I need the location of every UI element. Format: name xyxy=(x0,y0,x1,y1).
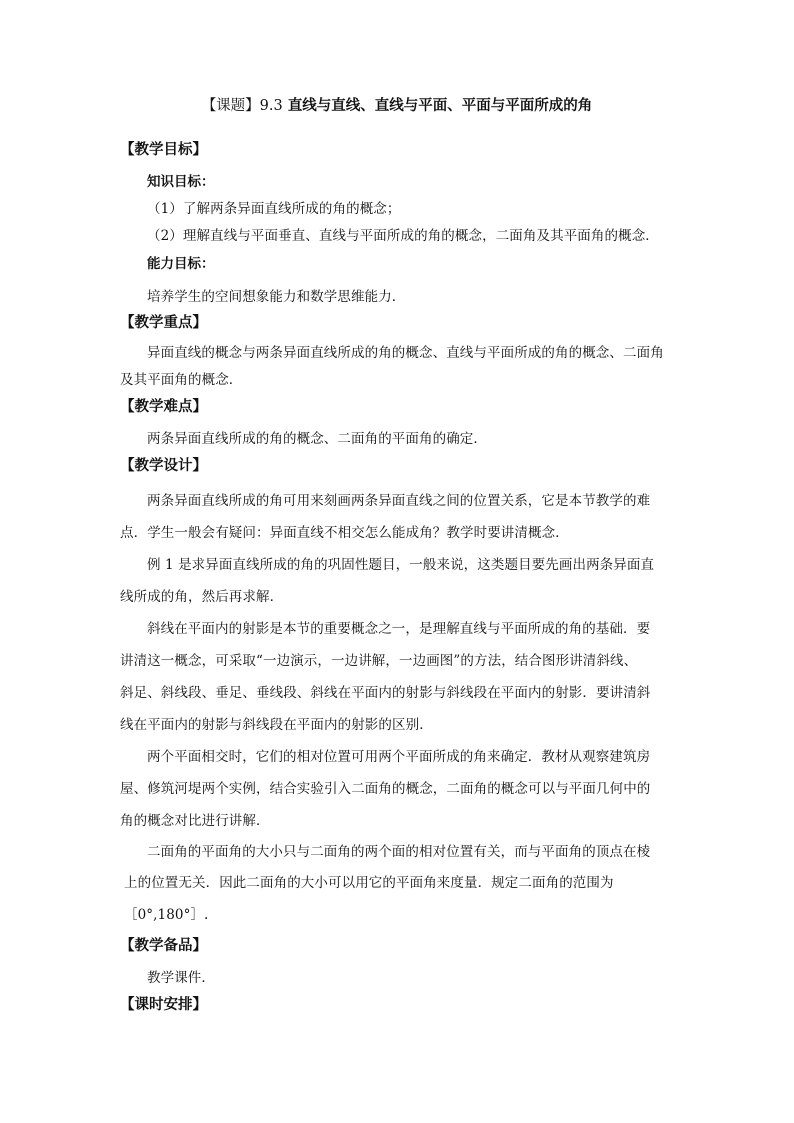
design-p4-line-2: 屋、修筑河堤两个实例，结合实验引入二面角的概念，二面角的概念可以与平面几何中的 xyxy=(120,781,651,797)
section-heading-key-points: 【教学重点】 xyxy=(120,314,207,331)
section-heading-schedule: 【课时安排】 xyxy=(120,996,207,1013)
design-p5-line-2: 上的位置无关．因此二面角的大小可以用它的平面角来度量．规定二面角的范围为 xyxy=(124,875,614,891)
design-p3-line-3: 斜足、斜线段、垂足、垂线段、斜线在平面内的射影与斜线段在平面内的射影．要讲清斜 xyxy=(120,685,651,701)
lesson-title xyxy=(0,94,794,115)
lesson-title-prefix: 【课题】9.3 xyxy=(201,98,283,114)
section-heading-difficulties: 【教学难点】 xyxy=(120,398,207,415)
ability-objectives-label: 能力目标： xyxy=(147,256,215,272)
section-heading-materials: 【教学备品】 xyxy=(120,937,207,954)
knowledge-objectives-label: 知识目标： xyxy=(147,174,215,190)
section-heading-design: 【教学设计】 xyxy=(120,457,207,474)
design-p5-line-1: 二面角的平面角的大小只与二面角的两个面的相对位置有关，而与平面角的顶点在棱 xyxy=(147,844,651,860)
design-p2-line-1: 例 1 是求异面直线所成的角的巩固性题目，一般来说，这类题目要先画出两条异面直 xyxy=(147,557,655,573)
difficulties-text: 两条异面直线所成的角的概念、二面角的平面角的确定． xyxy=(147,431,487,447)
section-heading-objectives: 【教学目标】 xyxy=(120,141,207,158)
design-p5-line-3: ［0°,180°］. xyxy=(124,907,209,923)
design-p1-line-1: 两条异面直线所成的角可用来刻画两条异面直线之间的位置关系，它是本节教学的难 xyxy=(147,493,651,509)
key-points-line-1: 异面直线的概念与两条异面直线所成的角的概念、直线与平面所成的角的概念、二面角 xyxy=(147,345,664,361)
design-p3-line-2: 讲清这一概念，可采取“一边演示，一边讲解，一边画图”的方法，结合图形讲清斜线、 xyxy=(120,653,638,669)
design-p3-line-1: 斜线在平面内的射影是本节的重要概念之一，是理解直线与平面所成的角的基础．要 xyxy=(147,621,651,637)
design-p4-line-3: 角的概念对比进行讲解． xyxy=(120,813,270,829)
key-points-line-2: 及其平面角的概念． xyxy=(120,372,243,388)
design-p3-line-4: 线在平面内的射影与斜线段在平面内的射影的区别． xyxy=(120,717,433,733)
ability-objectives-text: 培养学生的空间想象能力和数学思维能力． xyxy=(147,289,406,305)
design-p1-line-2: 点．学生一般会有疑问：异面直线不相交怎么能成角？教学时要讲清概念． xyxy=(120,525,569,541)
materials-text: 教学课件． xyxy=(147,970,215,986)
lesson-title-main: 直线与直线、直线与平面、平面与平面所成的角 xyxy=(287,97,593,114)
knowledge-item-1: （1）了解两条异面直线所成的角的概念； xyxy=(147,201,401,217)
knowledge-item-2: （2）理解直线与平面垂直、直线与平面所成的角的概念，二面角及其平面角的概念． xyxy=(147,228,659,244)
design-p2-line-2: 线所成的角，然后再求解． xyxy=(120,589,284,605)
design-p4-line-1: 两个平面相交时，它们的相对位置可用两个平面所成的角来确定．教材从观察建筑房 xyxy=(147,749,651,765)
